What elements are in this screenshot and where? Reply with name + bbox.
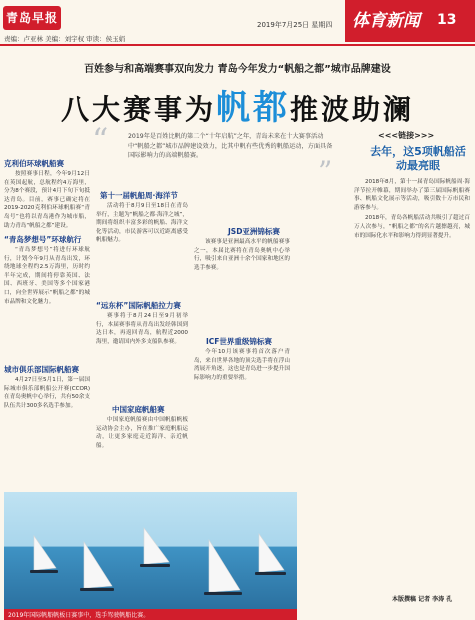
lead-paragraph: 2019年是百姓比帆的第二个“十年启航”之年，青岛未来在十大赛事活动中“帆船之都”城市品牌建设效力，比其中帆有些优秀的帆船运动，方面具备国际影响力的高端帆船赛。 [128,133,333,159]
article-column [4,376,90,488]
headline-main-pre: 八大赛事为 [60,93,216,126]
section-title: ICF世界重级锦标赛 [206,337,272,346]
article-column [4,170,90,232]
page-number: 13 [437,12,457,28]
article-column [194,348,290,488]
photo-caption: 2019年国际帆船帆板日赛事中，选手驾驶帆船比赛。 [8,612,150,619]
article-column [194,238,290,328]
paragraph: “青岛梦想号”将进行环球航行，计划今年9月从青岛出发，环绕地球全程约2.5万海里，历时约半年完成，期间将停靠英国、法国、西班牙、美国等多个国家港口，向全世界展示“帆船之都”的城市品牌和文化魅力。 [4,247,90,305]
headline-subtitle: 百姓参与和高端赛事双向发力 青岛今年发力“帆船之都”城市品牌建设 [84,64,391,75]
sailing-photo [4,492,297,612]
article-column [96,312,188,402]
section-title: 体育新闻 [352,11,420,31]
issue-date: 2019年7月25日 星期四 [257,21,333,29]
paragraph: 今年10月该赛事将首次落户青岛，来自世界各地的顶尖选手将在浮山湾展开角逐，这也是青岛进一步提升国际影响力的重要举措。 [194,349,290,381]
byline: 本版撰稿 记者 李涛 孔 [392,596,453,603]
open-quote-icon: “ [92,121,109,159]
section-title: “远东杯”国际帆船拉力赛 [96,301,181,310]
paragraph: 4月27日至5月1日，第一届国际城市俱乐部帆船公开赛(CCOR)在青岛奥帆中心举行，共有50余支队伍共计300多名选手参加。 [4,377,90,409]
headline-main [0,80,475,129]
paragraph: 中国家庭帆船赛由中国帆船帆板运动协会主办，旨在推广家庭帆船运动，让更多家庭走近海洋、亲近帆船。 [96,417,188,449]
newspaper-logo: 青岛早报 [3,6,61,30]
section-title: JSD亚洲锦标赛 [228,227,280,236]
editors-line: 责编：卢亚林 美编：刘宇权 审读：侯玉娟 [4,35,126,43]
article-column [96,416,188,490]
header-divider [0,44,475,46]
article-column [354,178,470,588]
paragraph: 该赛事是亚洲最高水平的帆船赛事之一，本届比赛将在青岛奥帆中心举行，吸引来自亚洲十余个国家和地区的选手参赛。 [194,239,290,271]
section-title: 中国家庭帆船赛 [112,405,165,414]
article-column [96,202,188,292]
section-title: 克利伯环球帆船赛 [4,159,64,168]
paragraph: 活动将于8月9日至18日在青岛举行，主题为“帆船之都·海洋之城”，期间将组织丰富多彩的帆船、海洋文化等活动，市民游客可以近距离感受帆船魅力。 [96,203,188,244]
section-title: 第十一届帆船周·海洋节 [100,191,178,200]
headline-main-post: 推波助澜 [290,93,415,126]
section-title: 城市俱乐部国际帆船赛 [4,365,79,374]
link-label: <<<链接>>> [378,131,435,140]
sailing-photo-image [4,492,297,612]
paragraph: 按照赛事日程，今年9月12日在英国起航，总航程约4万海里，分为8个赛段，预计4月下旬下旬抵达青岛。目前，赛事已确定将在2019-2020克利伯环球帆船赛“青岛号”也将以青岛港作为城市船，助力青岛“帆船之都”建设。 [4,171,90,229]
headline-main-highlight: 帆都 [216,88,290,128]
paragraph: 2018年8月，第十一届青岛国际帆船周·海洋节拉开帷幕，期间举办了第三届国际帆船赛事、帆船文化展示等活动，吸引数十万市民和游客参与。 [354,179,470,211]
article-column [4,246,90,362]
close-quote-icon: ” [318,155,333,188]
link-title: 去年，这5项帆船活动最亮眼 [370,145,466,172]
paragraph: 2018年，青岛各帆船活动共吸引了超过百万人次参与，“帆船之都”的名片越擦越亮，城市的国际化水平和影响力得到显著提升。 [354,215,470,239]
paragraph: 赛事将于8月24日至9月初举行，本届赛事将从青岛出发经韩国到达日本，再返回青岛，航程近2000海里，邀请国内外多支船队参赛。 [96,313,188,345]
section-title: “青岛梦想号”环球航行 [4,235,82,244]
